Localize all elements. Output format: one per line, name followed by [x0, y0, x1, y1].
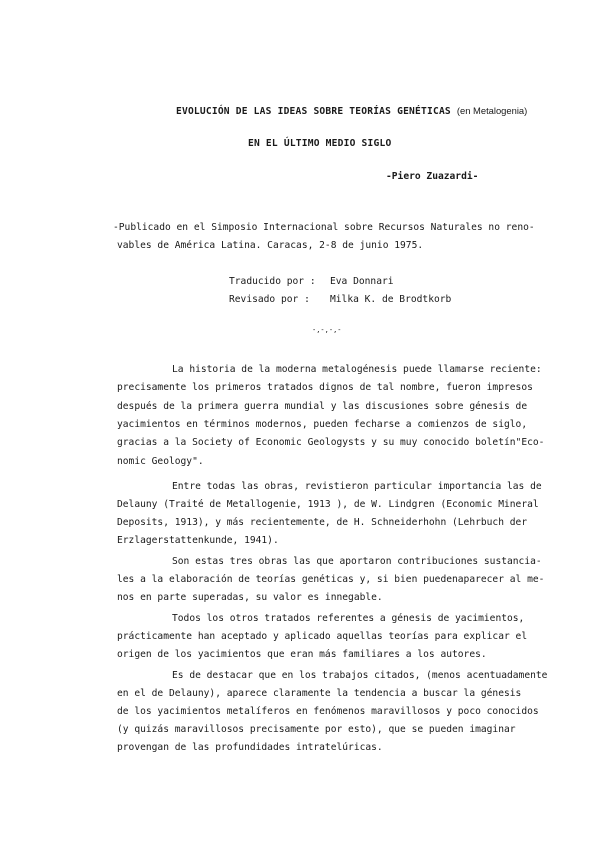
body-line: yacimientos en términos modernos, pueden fecharse a comienzos de siglo, [117, 419, 528, 430]
title-text: EVOLUCIÓN DE LAS IDEAS SOBRE TEORÍAS GENÉTICAS [176, 106, 451, 117]
revised-name: Milka K. de Brodtkorb [330, 294, 452, 305]
translated-name: Eva Donnari [330, 276, 394, 287]
body-line: Delauny (Traité de Metallogenie, 1913 ), de W. Lindgren (Economic Mineral [117, 499, 539, 510]
body-line: Erzlagerstattenkunde, 1941). [117, 535, 279, 546]
title-note: (en Metalogenia) [456, 105, 528, 116]
document-subtitle: EN EL ÚLTIMO MEDIO SIGLO [248, 138, 392, 149]
document-title [176, 105, 527, 117]
body-line: Todos los otros tratados referentes a génesis de yacimientos, [172, 613, 525, 624]
body-line: de los yacimientos metalíferos en fenómenos maravillosos y poco conocidos [117, 706, 539, 717]
body-line: les a la elaboración de teorías genéticas y, si bien puedenaparecer al me- [117, 574, 545, 585]
body-line: Es de destacar que en los trabajos citados, (menos acentuadamente [172, 670, 548, 681]
publication-line-2: vables de América Latina. Caracas, 2-8 de junio 1975. [117, 240, 424, 251]
body-line: (y quizás maravillosos precisamente por esto), que se pueden imaginar [117, 724, 516, 735]
body-line: prácticamente han aceptado y aplicado aquellas teorías para explicar el [117, 631, 528, 642]
body-line: Deposits, 1913), y más recientemente, de H. Schneiderhohn (Lehrbuch der [117, 517, 528, 528]
body-line: provengan de las profundidades intratelúricas. [117, 742, 383, 753]
body-line: gracias a la Society of Economic Geologysts y su muy conocido boletín"Eco- [117, 437, 545, 448]
body-line: nomic Geology". [117, 456, 204, 467]
author-name: -Piero Zuazardi- [386, 171, 479, 182]
body-line: después de la primera guerra mundial y las discusiones sobre génesis de [117, 401, 528, 412]
body-line: origen de los yacimientos que eran más familiares a los autores. [117, 649, 487, 660]
body-line: La historia de la moderna metalogénesis puede llamarse reciente: [172, 364, 542, 375]
translated-label: Traducido por : [229, 276, 316, 287]
body-line: Entre todas las obras, revistieron particular importancia las de [172, 481, 542, 492]
publication-line-1: -Publicado en el Simposio Internacional sobre Recursos Naturales no reno- [113, 222, 535, 233]
separator: -,-,-,- [312, 326, 342, 334]
body-line: precisamente los primeros tratados dignos de tal nombre, fueron impresos [117, 382, 533, 393]
body-line: Son estas tres obras las que aportaron contribuciones sustancia- [172, 556, 542, 567]
body-line: nos en parte superadas, su valor es innegable. [117, 592, 383, 603]
revised-label: Revisado por : [229, 294, 310, 305]
body-line: en el de Delauny), aparece claramente la tendencia a buscar la génesis [117, 688, 522, 699]
